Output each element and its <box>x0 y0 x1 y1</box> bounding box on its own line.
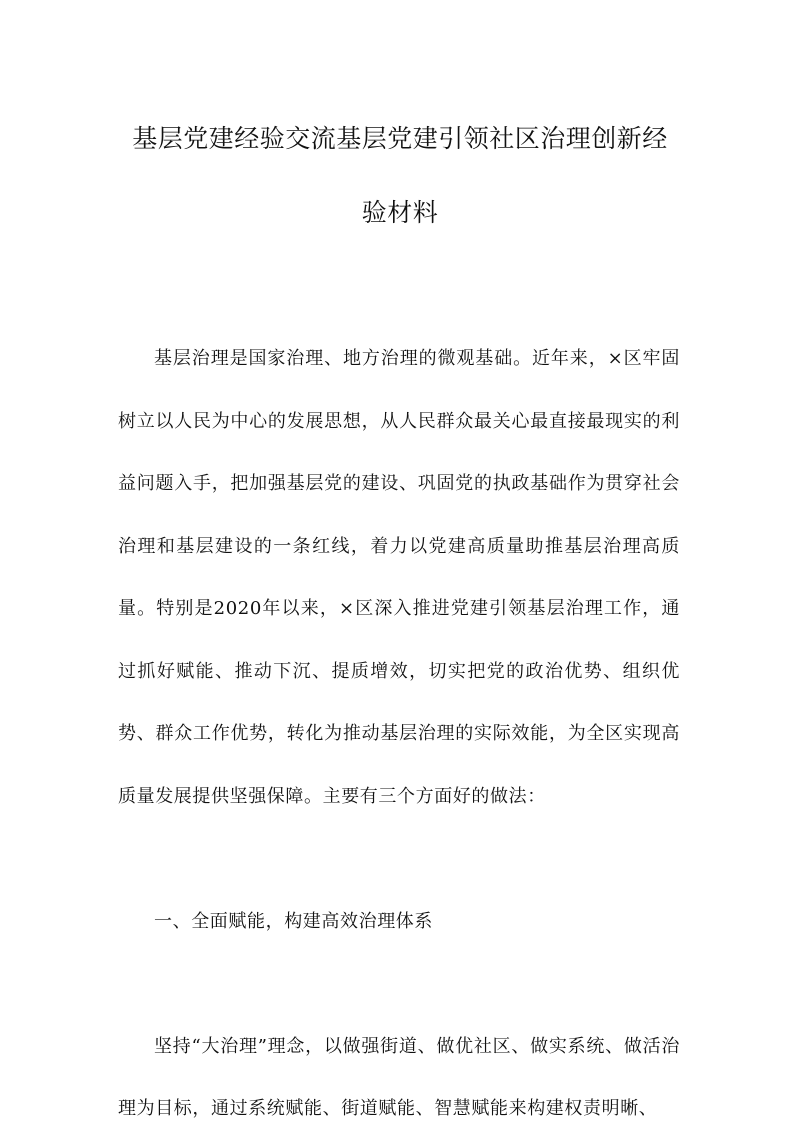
intro-paragraph: 基层治理是国家治理、地方治理的微观基础。近年来，×区牢固树立以人民为中心的发展思想，从人民群众最关心最直接最现实的利益问题入手，把加强基层党的建设、巩固党的执政基础作为贯穿社会治理和基层建设的一条红线，着力以党建高质量助推基层治理高质量。特别是2020年以来，×区深入推进党建引领基层治理工作，通过抓好赋能、推动下沉、提质增效，切实把党的政治优势、组织优势、群众工作优势，转化为推动基层治理的实际效能，为全区实现高质量发展提供坚强保障。主要有三个方面好的做法： <box>118 348 680 807</box>
paragraph-spacer <box>118 953 680 1016</box>
section-paragraph: 坚持“大治理”理念，以做强街道、做优社区、做实系统、做活治理为目标，通过系统赋能、街道赋能、智慧赋能来构建权责明晰、 <box>118 1035 680 1119</box>
document-title: 基层党建经验交流基层党建引领社区治理创新经验材料 <box>132 124 668 227</box>
paragraph-spacer <box>118 828 680 891</box>
document-body <box>118 328 680 1141</box>
section-heading: 一、全面赋能，构建高效治理体系 <box>154 910 433 932</box>
